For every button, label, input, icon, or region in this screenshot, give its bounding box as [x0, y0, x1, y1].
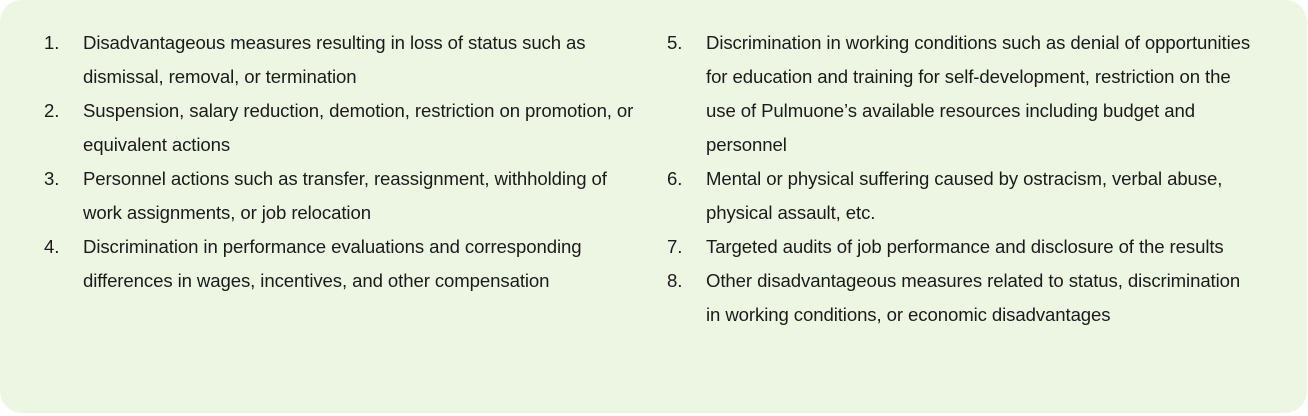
list-item-6: [667, 162, 1257, 230]
list-column-left: [44, 26, 644, 298]
list-item-number: 6.: [667, 168, 683, 189]
list-item-8: [667, 264, 1257, 332]
list-item-text: Personnel actions such as transfer, reassignment, withholding of work assignments, or job relocation: [83, 168, 607, 223]
list-item-1: [44, 26, 644, 94]
list-item-text: Targeted audits of job performance and disclosure of the results: [706, 236, 1224, 257]
list-item-2: [44, 94, 644, 162]
list-item-3: [44, 162, 644, 230]
list-item-number: 4.: [44, 236, 60, 257]
list-item-number: 8.: [667, 270, 683, 291]
list-item-text: Suspension, salary reduction, demotion, restriction on promotion, or equivalent actions: [83, 100, 634, 155]
list-item-text: Discrimination in working conditions such as denial of opportunities for education and training for self-development, restriction on the use of Pulmuone’s available resources including budget and personnel: [706, 32, 1251, 155]
list-item-text: Other disadvantageous measures related to status, discrimination in working conditions, or economic disadvantages: [706, 270, 1241, 325]
list-item-number: 1.: [44, 32, 60, 53]
list-item-text: Discrimination in performance evaluations and corresponding differences in wages, incentives, and other compensation: [83, 236, 582, 291]
list-item-text: Disadvantageous measures resulting in loss of status such as dismissal, removal, or termination: [83, 32, 586, 87]
list-item-4: [44, 230, 644, 298]
list-item-number: 3.: [44, 168, 60, 189]
list-item-text: Mental or physical suffering caused by ostracism, verbal abuse, physical assault, etc.: [706, 168, 1223, 223]
list-item-number: 2.: [44, 100, 60, 121]
list-column-right: [667, 26, 1257, 332]
list-item-5: [667, 26, 1257, 162]
list-item-7: [667, 230, 1257, 264]
list-item-number: 5.: [667, 32, 683, 53]
list-item-number: 7.: [667, 236, 683, 257]
